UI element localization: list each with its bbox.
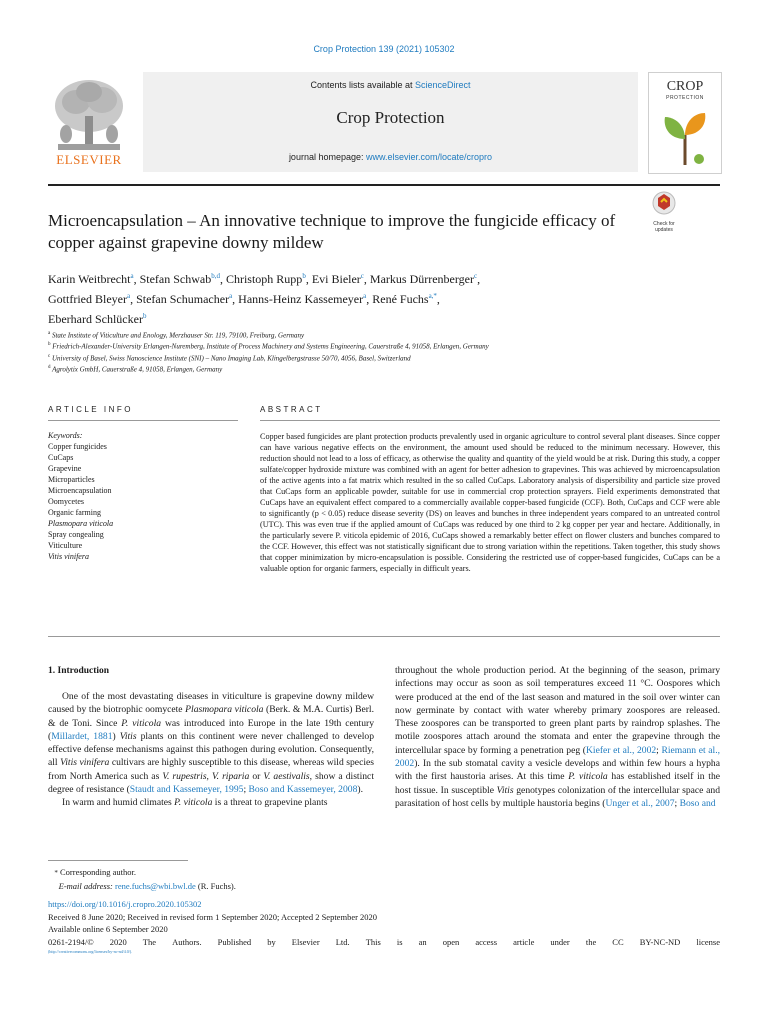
abstract-heading: ABSTRACT (260, 405, 323, 414)
publication-info (48, 898, 720, 956)
intro-paragraph-2: In warm and humid climates P. viticola is a threat to grapevine plants (62, 797, 328, 809)
intro-left-column (48, 690, 374, 810)
author-affil-mark[interactable]: c (360, 272, 364, 280)
keyword-item: Spray congealing (48, 530, 104, 539)
author-name[interactable]: Hanns-Heinz Kassemeyer (238, 292, 364, 306)
intro-right-column (395, 664, 720, 810)
intro-paragraph-1: One of the most devastating diseases in viticulture is grapevine downy mildew caused by the biotrophic oomycete Plasmopara viticola (Berk. & M.A. Curtis) Berl. & de Toni. Since P. viticola was introduced into Europe in the late 19th century (Millardet, 1881) Vitis plants on this continent were never challenged to develop effective defense mechanisms against this pathogen during evolution. Consequently, all Vitis vinifera cultivars are highly susceptible to this disease, whereas wild species from North America such as V. rupestris, V. riparia or V. aestivalis, show a distinct degree of resistance (Staudt and Kassemeyer, 1995; Boso and Kassemeyer, 2008). (48, 691, 374, 796)
author-affil-mark[interactable]: b (302, 272, 306, 280)
keyword-item: Copper fungicides (48, 442, 107, 451)
keyword-item: CuCaps (48, 453, 74, 462)
keyword-item: Microparticles (48, 475, 95, 484)
reference-link[interactable]: Kiefer et al., 2002 (585, 744, 657, 756)
doi-link[interactable]: https://doi.org/10.1016/j.cropro.2020.105302 (48, 899, 202, 909)
affiliation-item (48, 363, 688, 374)
affiliation-item (48, 352, 688, 363)
article-title: Microencapsulation – An innovative technique to improve the fungicide efficacy of copper against grapevine downy mildew (48, 211, 616, 252)
journal-citation[interactable]: Crop Protection 139 (2021) 105302 (313, 44, 455, 54)
online-date: Available online 6 September 2020 (48, 924, 168, 934)
journal-masthead (143, 72, 638, 172)
author-affil-mark[interactable]: a (363, 292, 367, 300)
author-name[interactable]: Stefan Schumacher (136, 292, 230, 306)
author-affil-mark[interactable]: a (229, 292, 233, 300)
reference-link[interactable]: Unger et al., 2007 (605, 797, 675, 809)
keyword-item: Oomycetes (48, 497, 84, 506)
author-affil-mark[interactable]: a (130, 272, 134, 280)
author-name[interactable]: Stefan Schwab (139, 272, 212, 286)
affiliation-text: Friedrich-Alexander-University Erlangen-Nuremberg, Institute of Process Machinery and Systems Engineering, Cauerstraße 4, 91058, Erlangen, Germany (52, 342, 489, 351)
journal-header (48, 72, 720, 172)
keyword-item: Microencapsulation (48, 486, 112, 495)
author-name[interactable]: Evi Bieler (311, 272, 361, 286)
journal-name: Crop Protection (336, 108, 445, 127)
journal-homepage-line (143, 152, 638, 162)
license-url-link[interactable]: (http://creativecommons.org/licenses/by-nc-nd/4.0/). (48, 949, 133, 954)
author-affil-mark[interactable]: b (142, 312, 147, 320)
author-name[interactable]: Karin Weitbrecht (48, 272, 131, 286)
keyword-item: Viticulture (48, 541, 83, 550)
author-affil-mark[interactable]: a,* (428, 292, 437, 300)
abstract-rule (260, 420, 720, 421)
affiliation-text: State Institute of Viticulture and Enology, Merzhauser Str. 119, 79100, Freiburg, Germany (51, 331, 305, 340)
footnote-rule (48, 860, 188, 861)
affiliation-list (48, 329, 688, 374)
author-name[interactable]: Christoph Rupp (225, 272, 303, 286)
author-name[interactable]: Eberhard Schlücker (48, 312, 143, 326)
check-for-updates-badge[interactable] (647, 190, 681, 233)
author-name[interactable]: Markus Dürrenberger (369, 272, 474, 286)
homepage-prefix: journal homepage: (288, 152, 366, 162)
author-name[interactable]: Gottfried Bleyer (48, 292, 127, 306)
email-link[interactable]: rene.fuchs@wbi.bwl.de (114, 881, 196, 891)
affiliation-item (48, 329, 688, 340)
keyword-item: Plasmopara viticola (48, 519, 114, 528)
contents-lists-line (143, 80, 638, 90)
contents-prefix: Contents lists available at (310, 80, 416, 90)
author-affil-mark[interactable]: c (473, 272, 478, 280)
cover-subtitle: PROTECTION (666, 95, 704, 101)
article-info-heading: ARTICLE INFO (48, 405, 133, 414)
journal-cover-thumbnail[interactable] (648, 72, 722, 174)
footnotes (48, 866, 388, 893)
reference-link[interactable]: Boso and Kassemeyer, 2008 (248, 784, 358, 796)
header-rule (48, 184, 720, 186)
reference-link[interactable]: Riemann et al., 2002 (395, 744, 720, 770)
elsevier-wordmark: ELSEVIER (56, 152, 122, 167)
license-line: 0261-2194/© 2020 The Authors. Published by Elsevier Ltd. This is an open access article under the CC BY-NC-ND license (48, 936, 720, 947)
abstract-text: Copper based fungicides are plant protection products prevalently used in organic agriculture to control several plant diseases. Since copper can have various negative effects on the environment, the amount used should be reduced to the minimum necessary. However, this reduction should not lead to a loss of efficacy, as otherwise the quality and quantity of the yield would be at risk. During this study, a copper sulfate/copper hydroxide mixture was combined with an agent for better adhesion to grapevines. This was achieved by microencapsulation of the active agents into a fat matrix which resulted in the so called CuCaps. Laboratory analysis of dispersibility and particle size proved that CuCaps form an applicable powder, suitable for use in commercial crop protection sprayers. Field experiments demonstrated that CuCaps have an equivalent effect compared to a commercially available copper-based fungicide (CCF). Both, CuCaps and CCF were able to significantly (p < 0.05) reduce disease severity (DS) on leaves and bunches in three independent years compared to an untreated control (UTC). This was even true if the applied amount of CuCaps was reduced by one third to 2 kg copper per year and hectare. Additionally, in the particularly severe P. viticola epidemic of 2016, CuCaps showed a remarkably better effect on flower clusters and bunches compared to the CCF. However, this effect was not statistically significant due to strong variation within the repetitions. Taken together, this study shows that copper minimization by micro-encapsulation is possible. Considering the restricted use of copper-based fungicides, CuCaps can be a valuable option for organic farmers, especially in difficult years. (260, 432, 720, 573)
affiliation-text: University of Basel, Swiss Nanoscience Institute (SNI) – Nano Imaging Lab, Klingelbergstrasse 50/70, 4056, Basel, Switzerland (51, 353, 411, 362)
article-info-rule (48, 420, 238, 421)
check-for-updates-icon (647, 190, 681, 216)
section-heading-introduction: 1. Introduction (48, 666, 110, 676)
sciencedirect-link[interactable]: ScienceDirect (415, 80, 471, 90)
affiliation-item (48, 340, 688, 351)
author-list: Karin Weitbrecht$^a$, Stefan Schwab$^{b,d}$, Christoph Rupp$^b$, Evi Bieler$^c$, Markus Dürrenberger$^c$, Gottfried Bleyer$^a$, Stefan Schumacher$^a$, Hanns-Heinz Kassemeyer$^a$, René Fuchs$^{a,*}$, Eberhard Schlücker$^b$ (48, 272, 481, 326)
affiliation-mark: c (48, 353, 51, 359)
email-note: E-mail address: rene.fuchs@wbi.bwl.de (R. Fuchs). (58, 881, 236, 891)
cover-plant-icon (659, 105, 711, 167)
abstract-bottom-rule (48, 636, 720, 637)
keywords-label: Keywords: (48, 431, 83, 440)
author-affil-mark[interactable]: a (126, 292, 131, 300)
received-dates: Received 8 June 2020; Received in revised form 1 September 2020; Accepted 2 September 2020 (48, 911, 378, 922)
author-affil-mark[interactable]: b,d (211, 272, 220, 280)
cover-title: CROP (666, 79, 704, 94)
reference-link[interactable]: Boso and (679, 797, 716, 809)
keyword-item: Organic farming (48, 508, 101, 517)
affiliation-mark: a (48, 331, 51, 336)
reference-link[interactable]: Staudt and Kassemeyer, 1995 (129, 784, 244, 796)
author-name[interactable]: René Fuchs (372, 292, 429, 306)
intro-paragraph-continued: throughout the whole production period. At the beginning of the season, primary infections may occur as soon as soil temperatures exceed 11 °C. Oospores which were produced at the end of the last season and matured in the soil over winter can now germinate by contact with water whereby primary zoospores are released. These zoospores can be transported to green plant parts by raindrop splashes. The motile zoospores attach around the stomata and enter the grapevine through the intercellular space by forming a penetration peg (Kiefer et al., 2002; Riemann et al., 2002). In the sub stomatal cavity a vesicle develops and within few hours a hypha with the first haustoria arises. At this time P. viticola has established itself in the host tissue. In susceptible Vitis genotypes colonization of the intercellular space and parasitation of host cells by multiple haustoria begins (Unger et al., 2007; Boso and (395, 665, 720, 809)
affiliation-mark: b (48, 342, 51, 348)
check-for-updates-label: Check for updates (653, 221, 675, 233)
journal-homepage-link[interactable]: www.elsevier.com/locate/cropro (366, 152, 493, 162)
keyword-item: Grapevine (48, 464, 82, 473)
affiliation-mark: d (48, 364, 51, 370)
keywords-block (48, 430, 238, 562)
keyword-item: Vitis vinifera (48, 552, 89, 561)
affiliation-text: Agrolytix GmbH, Cauerstraße 4, 91058, Erlangen, Germany (52, 365, 223, 374)
reference-link[interactable]: Millardet, 1881 (51, 730, 113, 742)
corresponding-author-note: * Corresponding author. (54, 867, 137, 877)
